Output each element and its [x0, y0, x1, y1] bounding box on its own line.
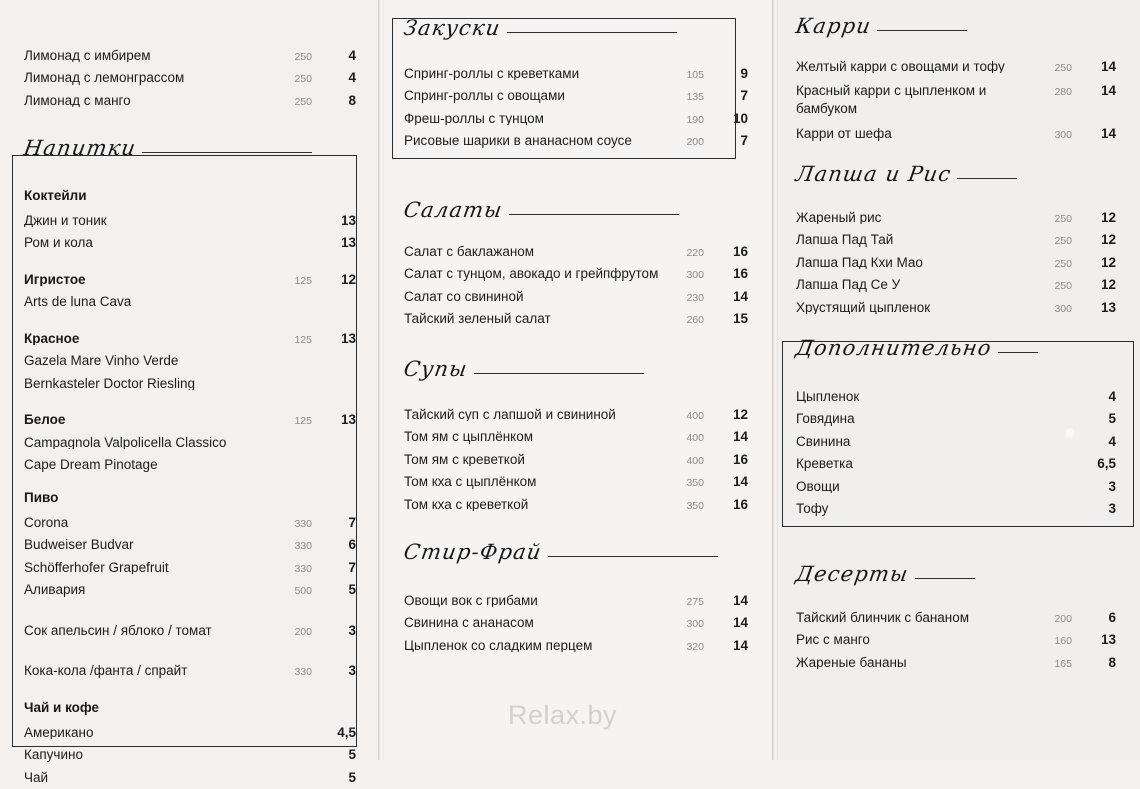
item-price: 3: [348, 622, 356, 638]
extras-list: [772, 385, 1140, 520]
list-item: [404, 426, 748, 449]
item-name: Том кха с цыплёнком: [404, 475, 537, 489]
item-name: Жареный рис: [796, 210, 882, 224]
item-price: 4: [348, 47, 356, 63]
list-item: [404, 263, 748, 286]
title-underline: [915, 578, 975, 579]
item-name: Салат с тунцом, авокадо и грейпфрутом: [404, 267, 659, 281]
page-fold-right: [772, 0, 778, 760]
item-volume: 160: [1054, 635, 1072, 647]
stirfry-heading: [380, 540, 772, 564]
item-name: Лимонад с лемонграссом: [24, 71, 185, 85]
list-item: [24, 209, 356, 232]
item-volume: 250: [1054, 235, 1072, 247]
section-title-salads: Салаты: [402, 198, 505, 222]
item-price: 13: [1100, 299, 1116, 315]
menu-column-left: [0, 0, 380, 785]
item-volume: 330: [294, 666, 312, 678]
title-underline: [548, 556, 718, 557]
soups-list: [380, 403, 772, 516]
item-price: 13: [340, 212, 356, 228]
item-name: Желтый карри с овощами и тофу: [796, 59, 1005, 73]
item-name: Тайский суп с лапшой и свининой: [404, 407, 616, 421]
item-price: 13: [340, 235, 356, 250]
list-item: [404, 471, 748, 494]
item-volume: 250: [294, 95, 312, 108]
item-name: Лимонад с манго: [24, 93, 131, 107]
title-underline: [474, 373, 644, 374]
item-volume: 200: [686, 136, 704, 148]
item-volume: 250: [294, 50, 312, 63]
group-price: 13: [340, 330, 356, 346]
item-price: 14: [732, 474, 748, 489]
item-name: Том кха с креветкой: [404, 497, 529, 511]
item-price: 14: [1100, 126, 1116, 142]
item-volume: 250: [1054, 280, 1072, 292]
item-name: Рис с манго: [796, 633, 870, 647]
list-item: [24, 766, 356, 789]
group-title-white-wine: Белое: [24, 413, 66, 427]
item-name: Американо: [24, 725, 94, 739]
item-price: 3: [348, 663, 356, 678]
item-name: Лапша Пад Кхи Мао: [796, 255, 923, 269]
title-underline: [998, 352, 1038, 353]
item-name: Сок апельсин / яблоко / томат: [24, 623, 212, 637]
item-name: Arts de luna Cava: [24, 295, 132, 309]
item-volume: 300: [686, 618, 704, 630]
group-price: 12: [340, 271, 356, 287]
section-title-extras: Дополнительно: [794, 336, 994, 360]
item-price: 4: [1108, 388, 1116, 404]
item-name: Фреш-роллы с тунцом: [404, 111, 544, 125]
item-volume: 135: [686, 91, 704, 103]
item-name: Свинина: [796, 434, 851, 448]
item-name: Corona: [24, 515, 69, 529]
item-volume: 260: [686, 314, 704, 326]
item-volume: 330: [294, 517, 312, 530]
section-title-curry: Карри: [794, 14, 874, 38]
item-name: Хрустящий цыпленок: [796, 300, 931, 314]
item-price: 8: [348, 92, 356, 108]
item-price: 9: [740, 65, 748, 81]
item-volume: 250: [1054, 212, 1072, 225]
salads-heading: [380, 198, 772, 222]
item-volume: 500: [294, 585, 312, 597]
item-volume: 400: [686, 409, 704, 422]
list-item: [404, 308, 748, 331]
item-price: 7: [348, 514, 356, 530]
item-price: 8: [1108, 654, 1116, 670]
item-name: Тофу: [796, 502, 829, 516]
item-name: Лапша Пад Се У: [796, 278, 901, 292]
item-price: 14: [1100, 58, 1116, 74]
list-item: [796, 206, 1116, 229]
watermark-suffix: .by: [579, 700, 618, 730]
item-name: Спринг-роллы с овощами: [404, 89, 565, 103]
item-volume: 300: [1054, 302, 1072, 315]
item-price: 14: [732, 592, 748, 608]
list-item: [24, 454, 356, 477]
item-volume: 320: [686, 640, 704, 653]
item-name: Кока-кола /фанта / спрайт: [24, 664, 188, 678]
soups-heading: [380, 357, 772, 381]
drinks-heading: [0, 136, 380, 160]
item-price: 16: [732, 243, 748, 259]
group-header-white-wine: [24, 409, 356, 432]
drinks-groups: [0, 188, 380, 789]
item-volume: 350: [686, 477, 704, 489]
list-item: [796, 78, 1116, 123]
group-title-sparkling: Игристое: [24, 272, 86, 286]
item-price: 14: [732, 429, 748, 444]
item-name: Ром и кола: [24, 236, 93, 250]
item-volume: 300: [1054, 129, 1072, 142]
group-title-cocktails: Коктейли: [24, 188, 87, 203]
list-item: [24, 89, 356, 112]
item-volume: 350: [686, 499, 704, 512]
title-underline: [509, 214, 679, 215]
noodles-heading: [772, 162, 1140, 186]
watermark: [508, 700, 617, 731]
item-name: Овощи: [796, 479, 840, 493]
item-price: 16: [732, 496, 748, 512]
item-price: 14: [732, 615, 748, 630]
item-volume: 230: [686, 291, 704, 304]
list-item: [24, 350, 356, 373]
group-volume: 125: [294, 415, 312, 427]
page-fold-left: [378, 0, 384, 760]
list-item: [796, 606, 1116, 629]
list-item: [24, 721, 356, 744]
item-name: Салат со свининой: [404, 289, 524, 303]
item-volume: 250: [294, 73, 312, 85]
item-name: Свинина с ананасом: [404, 616, 534, 630]
list-item: [796, 229, 1116, 252]
item-price: 12: [1100, 254, 1116, 270]
item-name: Капучино: [24, 748, 83, 762]
list-item: [404, 240, 748, 263]
item-price: 3: [1108, 478, 1116, 494]
item-volume: 330: [294, 562, 312, 575]
item-price: 12: [1100, 232, 1116, 247]
item-name: Budweiser Budvar: [24, 538, 134, 552]
section-title-soups: Супы: [402, 357, 470, 381]
group-title-tea-coffee: Чай и кофе: [24, 700, 100, 715]
item-name: Чай: [24, 770, 49, 784]
item-name: Говядина: [796, 412, 855, 426]
item-price: 5: [348, 747, 356, 762]
salads-list: [380, 240, 772, 330]
item-volume: 220: [686, 246, 704, 259]
item-name: Спринг-роллы с креветками: [404, 66, 580, 80]
item-volume: 400: [686, 454, 704, 467]
item-name: Джин и тоник: [24, 213, 107, 227]
item-name: Аливария: [24, 583, 86, 597]
item-price: 7: [348, 559, 356, 575]
list-item: [404, 634, 748, 657]
item-price: 14: [1100, 83, 1116, 98]
desserts-heading: [772, 562, 1140, 586]
group-title-beer: Пиво: [24, 490, 59, 505]
item-price: 13: [1100, 632, 1116, 647]
item-volume: 165: [1054, 657, 1072, 670]
list-item: [404, 403, 748, 426]
item-name: Тайский зеленый салат: [404, 312, 551, 326]
group-volume: 125: [294, 274, 312, 287]
item-price: 5: [348, 769, 356, 785]
item-name: Овощи вок с грибами: [404, 593, 538, 607]
title-underline: [877, 30, 967, 31]
group-header-red-wine: [24, 327, 356, 350]
item-price: 4,5: [337, 724, 356, 740]
list-item: [796, 251, 1116, 274]
item-price: 10: [732, 110, 748, 126]
item-volume: 200: [1054, 612, 1072, 625]
group-title-red-wine: Красное: [24, 331, 80, 345]
item-name: Красный карри с цыпленком и бамбуком: [796, 83, 987, 117]
list-item: [404, 493, 748, 516]
list-item: [404, 612, 748, 635]
list-item: [24, 511, 356, 534]
list-item: [24, 431, 356, 454]
item-name: Лапша Пад Тай: [796, 233, 894, 247]
group-header-sparkling: [24, 268, 356, 291]
list-item: [404, 448, 748, 471]
list-item: [24, 579, 356, 602]
item-price: 7: [740, 133, 748, 148]
curry-heading: [772, 14, 1140, 38]
section-title-stirfry: Стир-Фрай: [402, 540, 544, 564]
list-item: [404, 285, 748, 308]
item-name: Cape Dream Pinotage: [24, 458, 158, 472]
item-price: 14: [732, 637, 748, 653]
section-title-drinks: Напитки: [22, 136, 139, 160]
item-name: Цыпленок: [796, 389, 860, 403]
desserts-list: [772, 606, 1140, 674]
item-name: Креветка: [796, 457, 853, 471]
section-title-noodles-rice: Лапша и Рис: [794, 162, 954, 186]
item-volume: 190: [686, 113, 704, 126]
watermark-text: Relax: [508, 700, 580, 730]
section-title-snacks: Закуски: [402, 16, 503, 40]
list-item: [24, 556, 356, 579]
item-price: 6,5: [1097, 456, 1116, 471]
item-price: 3: [1108, 501, 1116, 516]
list-item: [796, 453, 1116, 476]
title-underline: [142, 152, 312, 153]
item-volume: 330: [294, 540, 312, 552]
extras-heading: [772, 336, 1140, 360]
item-price: 4: [1108, 433, 1116, 449]
list-item: [24, 372, 356, 395]
list-item: [24, 744, 356, 767]
list-item: [796, 408, 1116, 431]
item-name: Bernkasteler Doctor Riesling: [24, 376, 196, 390]
item-name: Цыпленок со сладким перцем: [404, 638, 593, 652]
menu-column-middle: [380, 0, 772, 760]
noodles-list: [772, 206, 1140, 319]
item-price: 6: [348, 537, 356, 552]
list-item: [796, 498, 1116, 521]
item-price: 15: [732, 311, 748, 326]
item-name: Schöfferhofer Grapefruit: [24, 560, 169, 574]
stirfry-list: [380, 589, 772, 657]
list-item: [24, 232, 356, 255]
list-item: [24, 660, 356, 683]
item-name: Рисовые шарики в ананасном соусе: [404, 134, 632, 148]
item-price: 12: [1100, 209, 1116, 225]
item-price: 5: [1108, 411, 1116, 426]
title-underline: [507, 32, 677, 33]
item-volume: 300: [686, 269, 704, 281]
list-item: [796, 651, 1116, 674]
item-volume: 250: [1054, 257, 1072, 270]
item-name: Карри от шефа: [796, 127, 892, 141]
group-price: 13: [340, 412, 356, 427]
title-underline: [957, 178, 1017, 179]
item-name: Том ям с цыплёнком: [404, 430, 534, 444]
list-item: [404, 130, 748, 153]
item-volume: 200: [294, 625, 312, 638]
item-price: 6: [1108, 609, 1116, 625]
list-item: [24, 44, 356, 67]
list-item: [24, 67, 356, 90]
item-price: 7: [740, 88, 748, 103]
item-name: Campagnola Valpolicella Classico: [24, 435, 227, 449]
item-volume: 280: [1054, 86, 1072, 98]
item-volume: 400: [686, 432, 704, 444]
item-price: 12: [732, 406, 748, 422]
group-volume: 125: [294, 333, 312, 346]
item-price: 14: [732, 288, 748, 304]
item-price: 4: [348, 70, 356, 85]
list-item: [24, 619, 356, 642]
list-item: [404, 589, 748, 612]
menu-column-right: [772, 0, 1140, 760]
snacks-list: [380, 62, 772, 152]
list-item: [796, 430, 1116, 453]
curry-list: [772, 55, 1140, 145]
list-item: [796, 55, 1116, 78]
item-volume: 250: [1054, 61, 1072, 74]
list-item: [404, 107, 748, 130]
list-item: [404, 85, 748, 108]
item-price: 16: [732, 451, 748, 467]
list-item: [796, 629, 1116, 652]
list-item: [796, 296, 1116, 319]
item-name: Лимонад с имбирем: [24, 48, 151, 62]
section-title-desserts: Десерты: [794, 562, 911, 586]
list-item: [796, 123, 1116, 146]
item-name: Жареные бананы: [796, 655, 907, 669]
item-name: Том ям с креветкой: [404, 452, 525, 466]
item-price: 5: [348, 582, 356, 597]
item-volume: 105: [686, 68, 704, 81]
item-price: 12: [1100, 277, 1116, 292]
item-name: Gazela Mare Vinho Verde: [24, 354, 179, 368]
snacks-heading: [380, 16, 772, 40]
item-price: 16: [732, 266, 748, 281]
list-item: [24, 291, 356, 314]
lemonades-section: [0, 44, 380, 112]
item-name: Салат с баклажаном: [404, 244, 535, 258]
list-item: [796, 274, 1116, 297]
list-item: [796, 475, 1116, 498]
item-name: Тайский блинчик с бананом: [796, 610, 970, 624]
item-volume: 275: [686, 595, 704, 608]
list-item: [796, 385, 1116, 408]
list-item: [24, 534, 356, 557]
list-item: [404, 62, 748, 85]
